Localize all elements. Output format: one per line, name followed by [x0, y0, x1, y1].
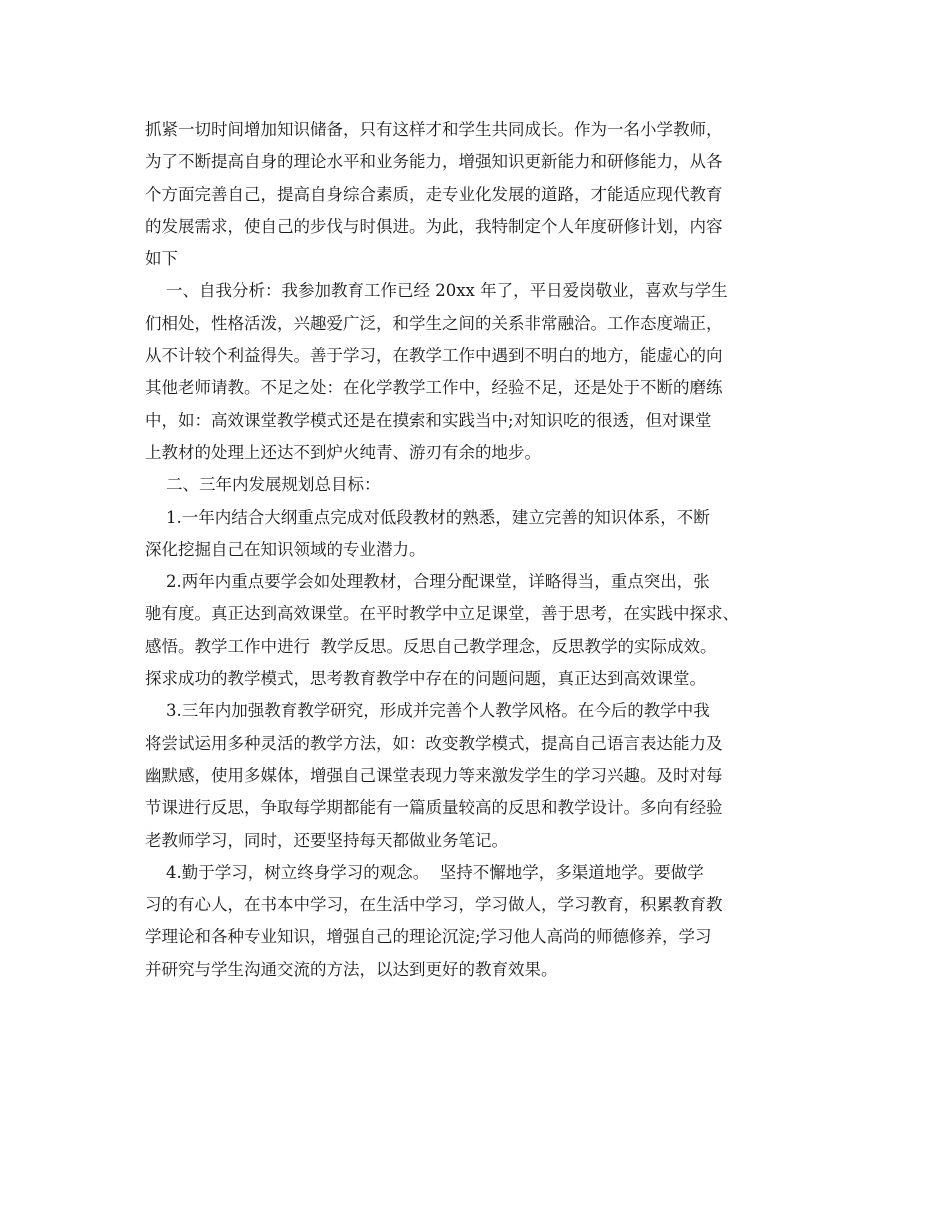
- text-line: 4.勤于学习，树立终身学习的观念。 坚持不懈地学，多渠道地学。要做学: [145, 862, 704, 882]
- text-line: 如下: [145, 249, 178, 269]
- text-line: 习的有心人，在书本中学习，在生活中学习，学习做人，学习教育，积累教育教: [145, 895, 723, 915]
- text-line: 们相处，性格活泼，兴趣爱广泛，和学生之间的关系非常融洽。工作态度端正，: [145, 313, 723, 333]
- text-line: 二、三年内发展规划总目标：: [145, 475, 381, 495]
- text-line: 学理论和各种专业知识，增强自己的理论沉淀;学习他人高尚的师德修养，学习: [145, 927, 712, 947]
- text-line: 从不计较个利益得失。善于学习，在教学工作中遇到不明白的地方，能虚心的向: [145, 346, 723, 366]
- text-line: 深化挖掘自己在知识领域的专业潜力。: [145, 539, 426, 559]
- text-line: 为了不断提高自身的理论水平和业务能力，增强知识更新能力和研修能力，从各: [145, 152, 723, 172]
- text-line: 抓紧一切时间增加知识储备，只有这样才和学生共同成长。作为一名小学教师，: [145, 120, 723, 139]
- text-line: 1.一年内结合大纲重点完成对低段教材的熟悉，建立完善的知识体系，不断: [145, 507, 710, 527]
- document-body: [145, 114, 825, 986]
- text-line: 节课进行反思，争取每学期都能有一篇质量较高的反思和教学设计。多向有经验: [145, 798, 723, 818]
- text-line: 探求成功的教学模式，思考教育教学中存在的问题问题，真正达到高效课堂。: [145, 669, 706, 689]
- text-line: 幽默感，使用多媒体，增强自己课堂表现力等来激发学生的学习兴趣。及时对每: [145, 765, 723, 785]
- text-line: 一、自我分析：我参加教育工作已经 20xx 年了，平日爱岗敬业，喜欢与学生: [145, 281, 728, 301]
- text-line: 驰有度。真正达到高效课堂。在平时教学中立足课堂，善于思考，在实践中探求、: [145, 604, 739, 624]
- text-line: 3.三年内加强教育教学研究，形成并完善个人教学风格。在今后的教学中我: [145, 701, 710, 721]
- text-line: 将尝试运用多种灵活的教学方法，如：改变教学模式，提高自己语言表达能力及: [145, 733, 723, 753]
- text-line: 个方面完善自己，提高自身综合素质，走专业化发展的道路，才能适应现代教育: [145, 184, 723, 204]
- text-line: 老教师学习，同时，还要坚持每天都做业务笔记。: [145, 830, 508, 850]
- text-line: 2.两年内重点要学会如处理教材，合理分配课堂，详略得当，重点突出，张: [145, 572, 710, 592]
- text-line: 中，如：高效课堂教学模式还是在摸索和实践当中;对知识吃的很透，但对课堂: [145, 410, 712, 430]
- text-line: 的发展需求，使自己的步伐与时俱进。为此，我特制定个人年度研修计划，内容: [145, 216, 723, 236]
- text-line: 上教材的处理上还达不到炉火纯青、游刃有余的地步。: [145, 442, 541, 462]
- text-line: 其他老师请教。不足之处：在化学教学工作中，经验不足，还是处于不断的磨练: [145, 378, 723, 398]
- text-line: 并研究与学生沟通交流的方法，以达到更好的教育效果。: [145, 959, 558, 979]
- text-line: 感悟。教学工作中进行 教学反思。反思自己教学理念，反思教学的实际成效。: [145, 636, 717, 656]
